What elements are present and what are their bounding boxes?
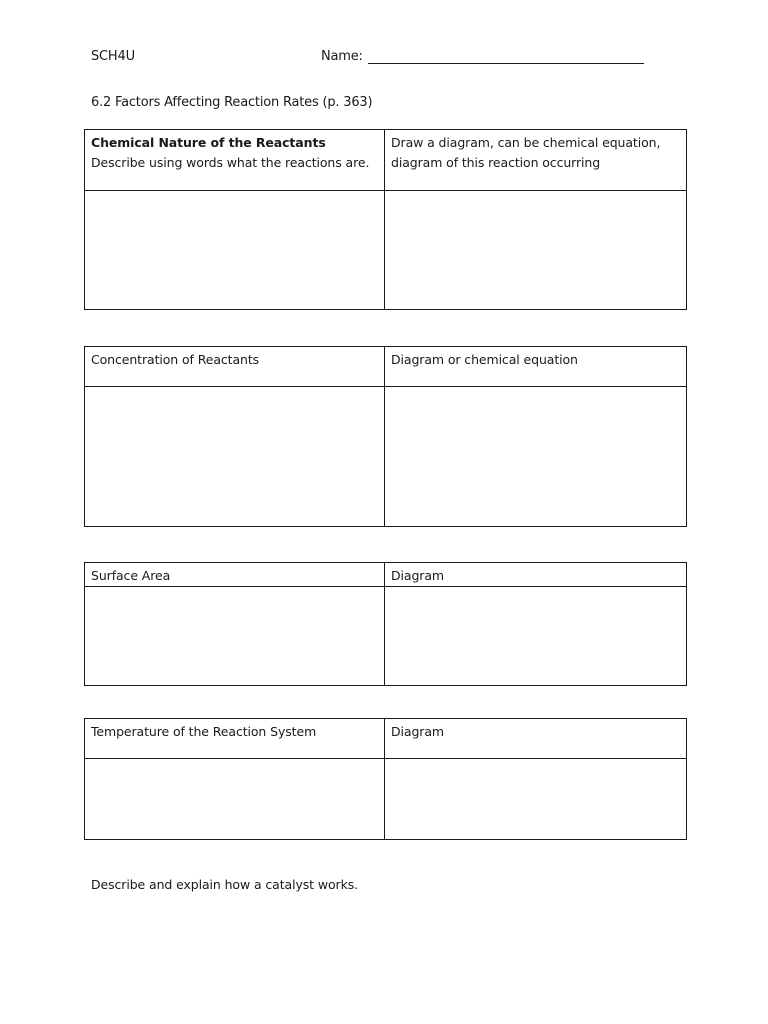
answer-row [85,759,687,840]
answer-row [85,191,687,310]
left-header-text: Describe using words what the reactions are. [91,155,370,170]
answer-row [85,587,687,686]
left-header-cell [85,130,385,191]
table-header-row [85,347,687,387]
left-header-title: Chemical Nature of the Reactants [91,135,326,150]
table-temperature [84,718,687,840]
right-header-cell: Diagram or chemical equation [385,347,687,387]
right-header-cell: Diagram [385,719,687,759]
answer-cell-right[interactable] [385,191,687,310]
table-surface-area [84,562,687,686]
answer-cell-right[interactable] [385,587,687,686]
right-header-cell: Draw a diagram, can be chemical equation, diagram of this reaction occurring [385,130,687,191]
catalyst-prompt: Describe and explain how a catalyst works. [91,877,358,892]
table-chemical-nature [84,129,687,310]
answer-cell-right[interactable] [385,759,687,840]
name-label: Name: [321,49,363,64]
name-field[interactable] [321,49,644,64]
table-header-row [85,130,687,191]
right-header-cell: Diagram [385,563,687,587]
course-code: SCH4U [91,49,135,64]
table-concentration [84,346,687,527]
table-header-row [85,719,687,759]
answer-cell-right[interactable] [385,387,687,527]
answer-cell-left[interactable] [85,587,385,686]
left-header-cell: Temperature of the Reaction System [85,719,385,759]
section-title: 6.2 Factors Affecting Reaction Rates (p. 363) [91,95,373,110]
answer-cell-left[interactable] [85,191,385,310]
left-header-cell: Concentration of Reactants [85,347,385,387]
table-header-row [85,563,687,587]
answer-row [85,387,687,527]
name-blank-line[interactable] [368,49,644,64]
answer-cell-left[interactable] [85,387,385,527]
answer-cell-left[interactable] [85,759,385,840]
left-header-cell: Surface Area [85,563,385,587]
